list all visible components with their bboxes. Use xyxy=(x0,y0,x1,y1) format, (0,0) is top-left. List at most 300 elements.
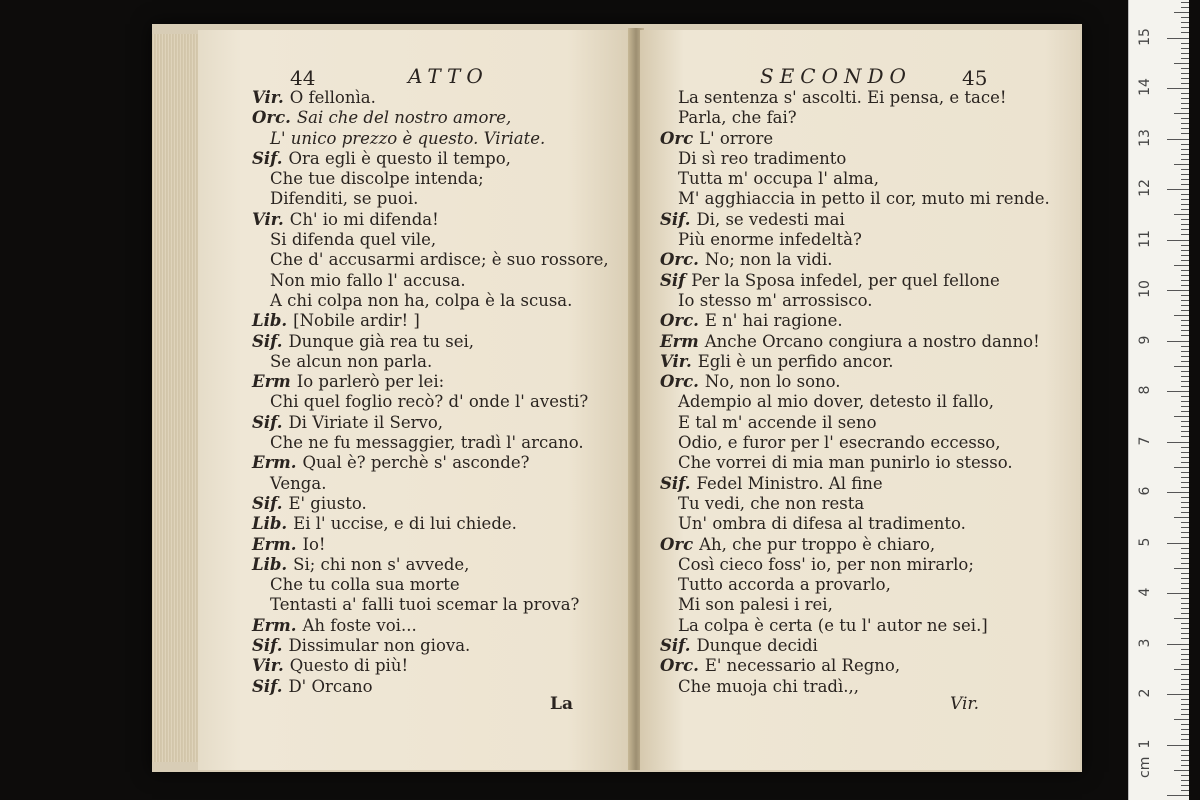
verse-text: La colpa è certa (e tu l' autor ne sei.] xyxy=(678,615,988,635)
ruler-tick xyxy=(1181,689,1189,690)
ruler-tick xyxy=(1174,669,1189,670)
verse-text: Che vorrei di mia man punirlo io stesso. xyxy=(678,453,1013,473)
ruler-tick xyxy=(1181,330,1189,331)
right-page-line xyxy=(660,656,1050,676)
ruler-tick xyxy=(1174,366,1189,367)
ruler-tick xyxy=(1181,608,1189,609)
ruler-tick xyxy=(1167,492,1189,493)
ruler-tick xyxy=(1181,234,1189,235)
verse-text: Si difenda quel vile, xyxy=(270,230,437,250)
ruler-tick xyxy=(1181,356,1189,357)
right-page-line xyxy=(660,535,1050,555)
ruler-tick xyxy=(1181,664,1189,665)
verse-text: Che ne fu messaggier, tradì l' arcano. xyxy=(270,433,584,453)
ruler-tick xyxy=(1167,341,1189,342)
ruler-tick xyxy=(1181,447,1189,448)
verse-text: Chi quel foglio recò? d' onde l' avesti? xyxy=(270,392,589,412)
ruler-tick xyxy=(1181,775,1189,776)
ruler-tick xyxy=(1181,558,1189,559)
verse-text: Sai che del nostro amore, xyxy=(296,108,512,128)
ruler-tick xyxy=(1181,537,1189,538)
ruler-tick xyxy=(1181,68,1189,69)
speaker-label: Sif. xyxy=(252,636,283,656)
speaker-label: Orc. xyxy=(660,656,699,676)
right-page-line xyxy=(660,555,1050,575)
verse-text: Dissimular non giova. xyxy=(288,636,471,656)
ruler-tick xyxy=(1181,2,1189,3)
right-page-line xyxy=(660,169,1050,189)
ruler-tick xyxy=(1181,421,1189,422)
verse-text: Che tu colla sua morte xyxy=(270,575,460,595)
ruler-number: 10 xyxy=(1137,280,1153,298)
ruler-number: 12 xyxy=(1137,179,1153,197)
ruler-tick xyxy=(1181,255,1189,256)
ruler-tick xyxy=(1181,93,1189,94)
verse-text: La sentenza s' ascolti. Ei pensa, e tace! xyxy=(678,88,1007,107)
speaker-label: Sif. xyxy=(660,636,691,656)
ruler-tick xyxy=(1181,729,1189,730)
verse-text: Ora egli è questo il tempo, xyxy=(288,148,511,168)
ruler-tick xyxy=(1181,149,1189,150)
verse-text: Più enorme infedeltà? xyxy=(678,230,862,250)
left-page-line xyxy=(252,291,609,311)
ruler-tick xyxy=(1181,497,1189,498)
verse-text: Io stesso m' arrossisco. xyxy=(678,290,873,310)
ruler-tick xyxy=(1181,386,1189,387)
right-page-line xyxy=(660,474,1050,494)
verse-text: No; non la vidi. xyxy=(704,250,833,270)
ruler-tick xyxy=(1181,623,1189,624)
ruler-tick xyxy=(1181,123,1189,124)
ruler-tick xyxy=(1181,613,1189,614)
ruler-tick xyxy=(1181,169,1189,170)
page-edges xyxy=(152,34,200,762)
ruler-tick xyxy=(1181,48,1189,49)
verse-text: O fellonìa. xyxy=(289,88,376,107)
ruler-tick xyxy=(1181,507,1189,508)
ruler-tick xyxy=(1181,78,1189,79)
ruler-tick xyxy=(1167,745,1189,746)
speaker-label: Vir. xyxy=(252,88,284,107)
left-page-line xyxy=(252,474,609,494)
ruler-tick xyxy=(1181,229,1189,230)
ruler-tick xyxy=(1174,12,1189,13)
left-page-line xyxy=(252,494,609,514)
verse-text: Dunque decidi xyxy=(696,636,818,656)
right-page-line xyxy=(660,352,1050,372)
ruler-tick xyxy=(1181,295,1189,296)
verse-text: Ah foste voi... xyxy=(302,615,417,635)
ruler-tick xyxy=(1181,144,1189,145)
left-page-line xyxy=(252,332,609,352)
left-page-line xyxy=(252,311,609,331)
right-page-line xyxy=(660,250,1050,270)
ruler-tick xyxy=(1181,335,1189,336)
ruler-tick xyxy=(1167,391,1189,392)
ruler-number: 14 xyxy=(1137,78,1153,96)
right-page-text xyxy=(660,88,1050,697)
ruler-tick xyxy=(1181,487,1189,488)
ruler-tick xyxy=(1181,548,1189,549)
ruler-number: 5 xyxy=(1137,537,1153,546)
scale-ruler xyxy=(1128,0,1189,800)
verse-text: Fedel Ministro. Al fine xyxy=(696,473,883,493)
ruler-tick xyxy=(1181,482,1189,483)
ruler-tick xyxy=(1181,194,1189,195)
ruler-tick xyxy=(1181,325,1189,326)
left-page-line xyxy=(252,555,609,575)
ruler-tick xyxy=(1167,442,1189,443)
ruler-tick xyxy=(1174,517,1189,518)
verse-text: Anche Orcano congiura a nostro danno! xyxy=(704,331,1040,351)
right-page xyxy=(640,30,1080,770)
verse-text: Venga. xyxy=(270,473,327,493)
left-page-line xyxy=(252,250,609,270)
right-page-line xyxy=(660,595,1050,615)
speaker-label: Sif. xyxy=(252,493,283,513)
speaker-label: Orc. xyxy=(660,250,699,270)
right-page-line xyxy=(660,453,1050,473)
verse-text: Di, se vedesti mai xyxy=(696,209,845,229)
ruler-tick xyxy=(1181,406,1189,407)
right-page-line xyxy=(660,129,1050,149)
left-page-line xyxy=(252,433,609,453)
speaker-label: Erm. xyxy=(252,453,297,473)
speaker-label: Erm xyxy=(660,331,699,351)
ruler-tick xyxy=(1174,568,1189,569)
ruler-tick xyxy=(1167,88,1189,89)
verse-text: Mi son palesi i rei, xyxy=(678,595,833,615)
left-page-line xyxy=(252,413,609,433)
ruler-tick xyxy=(1174,164,1189,165)
ruler-tick xyxy=(1167,543,1189,544)
ruler-tick xyxy=(1181,17,1189,18)
ruler-tick xyxy=(1181,53,1189,54)
ruler-tick xyxy=(1181,522,1189,523)
verse-text: Così cieco foss' io, per non mirarlo; xyxy=(678,554,974,574)
ruler-tick xyxy=(1181,83,1189,84)
verse-text: L' unico prezzo è questo. Viriate. xyxy=(270,128,546,148)
ruler-tick xyxy=(1181,633,1189,634)
verse-text: Tutto accorda a provarlo, xyxy=(678,575,891,595)
ruler-tick xyxy=(1181,300,1189,301)
speaker-label: Orc xyxy=(660,534,694,554)
right-catchword: Vir. xyxy=(950,694,980,714)
ruler-tick xyxy=(1181,371,1189,372)
left-page xyxy=(198,30,633,770)
right-page-line xyxy=(660,291,1050,311)
ruler-tick xyxy=(1181,472,1189,473)
left-page-line xyxy=(252,149,609,169)
ruler-tick xyxy=(1181,199,1189,200)
ruler-tick xyxy=(1181,43,1189,44)
ruler-number: 2 xyxy=(1137,688,1153,698)
speaker-label: Lib. xyxy=(252,514,288,534)
ruler-tick xyxy=(1167,644,1189,645)
verse-text: Odio, e furor per l' esecrando eccesso, xyxy=(678,433,1001,453)
ruler-tick xyxy=(1174,467,1189,468)
right-page-line xyxy=(660,575,1050,595)
ruler-tick xyxy=(1181,714,1189,715)
verse-text: Egli è un perfido ancor. xyxy=(697,351,894,371)
verse-text: L' orrore xyxy=(699,128,774,148)
ruler-number: 11 xyxy=(1137,229,1153,248)
verse-text: Ei l' uccise, e di lui chiede. xyxy=(293,514,517,534)
ruler-unit: cm xyxy=(1137,756,1153,778)
ruler-tick xyxy=(1181,573,1189,574)
ruler-tick xyxy=(1167,240,1189,241)
left-page-line xyxy=(252,656,609,676)
verse-text: Un' ombra di difesa al tradimento. xyxy=(678,514,966,534)
ruler-tick xyxy=(1181,512,1189,513)
verse-text: E n' hai ragione. xyxy=(704,311,843,331)
right-page-line xyxy=(660,332,1050,352)
ruler-tick xyxy=(1181,7,1189,8)
ruler-tick xyxy=(1181,396,1189,397)
ruler-number: 8 xyxy=(1137,385,1153,395)
ruler-tick xyxy=(1181,128,1189,129)
ruler-tick xyxy=(1181,785,1189,786)
ruler-tick xyxy=(1181,27,1189,28)
ruler-tick xyxy=(1181,699,1189,700)
verse-text: Che tue discolpe intenda; xyxy=(270,169,484,189)
ruler-tick xyxy=(1174,214,1189,215)
ruler-tick xyxy=(1181,351,1189,352)
verse-text: Se alcun non parla. xyxy=(270,351,433,371)
ruler-tick xyxy=(1181,436,1189,437)
ruler-tick xyxy=(1181,502,1189,503)
right-page-line xyxy=(660,392,1050,412)
verse-text: Dunque già rea tu sei, xyxy=(288,331,475,351)
left-page-line xyxy=(252,535,609,555)
verse-text: E' necessario al Regno, xyxy=(704,656,901,676)
right-page-line xyxy=(660,372,1050,392)
ruler-tick xyxy=(1181,628,1189,629)
ruler-tick xyxy=(1181,724,1189,725)
ruler-tick xyxy=(1181,588,1189,589)
ruler-tick xyxy=(1167,139,1189,140)
verse-text: Ch' io mi difenda! xyxy=(289,209,439,229)
ruler-tick xyxy=(1174,113,1189,114)
ruler-tick xyxy=(1181,760,1189,761)
ruler-tick xyxy=(1174,416,1189,417)
ruler-tick xyxy=(1181,32,1189,33)
left-page-line xyxy=(252,271,609,291)
left-page-line xyxy=(252,636,609,656)
right-page-line xyxy=(660,494,1050,514)
ruler-tick xyxy=(1181,361,1189,362)
right-page-line xyxy=(660,514,1050,534)
ruler-tick xyxy=(1181,457,1189,458)
ruler-tick xyxy=(1181,108,1189,109)
verse-text: Per la Sposa infedel, per quel fellone xyxy=(691,270,1000,290)
verse-text: Di Viriate il Servo, xyxy=(288,412,444,432)
ruler-tick xyxy=(1181,431,1189,432)
ruler-tick xyxy=(1181,250,1189,251)
speaker-label: Orc. xyxy=(660,372,699,392)
left-page-text xyxy=(252,88,609,697)
ruler-tick xyxy=(1181,179,1189,180)
ruler-tick xyxy=(1167,593,1189,594)
ruler-tick xyxy=(1181,532,1189,533)
left-page-line xyxy=(252,108,609,128)
speaker-label: Orc. xyxy=(660,311,699,331)
verse-text: Ah, che pur troppo è chiaro, xyxy=(699,534,936,554)
speaker-label: Orc xyxy=(660,128,694,148)
ruler-tick xyxy=(1181,750,1189,751)
ruler-number: 15 xyxy=(1137,27,1153,46)
speaker-label: Sif. xyxy=(252,676,283,696)
ruler-tick xyxy=(1181,118,1189,119)
ruler-tick xyxy=(1167,694,1189,695)
ruler-tick xyxy=(1181,790,1189,791)
ruler-tick xyxy=(1181,133,1189,134)
ruler-tick xyxy=(1181,674,1189,675)
ruler-tick xyxy=(1181,159,1189,160)
ruler-tick xyxy=(1181,426,1189,427)
verse-text: Di sì reo tradimento xyxy=(678,148,847,168)
ruler-tick xyxy=(1181,270,1189,271)
ruler-number: 7 xyxy=(1137,436,1153,445)
right-page-line xyxy=(660,230,1050,250)
ruler-tick xyxy=(1167,189,1189,190)
verse-text: Questo di più! xyxy=(289,656,409,676)
verse-text: Tutta m' occupa l' alma, xyxy=(678,169,879,189)
right-page-line xyxy=(660,413,1050,433)
ruler-tick xyxy=(1174,719,1189,720)
ruler-tick xyxy=(1181,638,1189,639)
ruler-tick xyxy=(1181,401,1189,402)
verse-text: E tal m' accende il seno xyxy=(678,412,877,432)
ruler-tick xyxy=(1181,73,1189,74)
verse-text: M' agghiaccia in petto il cor, muto mi rende. xyxy=(678,189,1050,209)
right-page-line xyxy=(660,271,1050,291)
ruler-tick xyxy=(1181,376,1189,377)
ruler-tick xyxy=(1181,209,1189,210)
ruler-number: 6 xyxy=(1137,486,1153,496)
left-page-line xyxy=(252,595,609,615)
ruler-tick xyxy=(1174,265,1189,266)
left-page-line xyxy=(252,575,609,595)
left-page-line xyxy=(252,169,609,189)
verse-text: Si; chi non s' avvede, xyxy=(293,554,470,574)
ruler-tick xyxy=(1181,563,1189,564)
verse-text: [Nobile ardir! ] xyxy=(293,311,420,331)
ruler-tick xyxy=(1167,795,1189,796)
ruler-tick xyxy=(1181,103,1189,104)
verse-text: Tentasti a' falli tuoi scemar la prova? xyxy=(270,595,580,615)
ruler-tick xyxy=(1181,477,1189,478)
speaker-label: Vir. xyxy=(252,656,284,676)
ruler-tick xyxy=(1181,704,1189,705)
ruler-tick xyxy=(1181,260,1189,261)
verse-text: D' Orcano xyxy=(288,676,373,696)
verse-text: Che d' accusarmi ardisce; è suo rossore, xyxy=(270,250,609,270)
speaker-label: Orc. xyxy=(252,108,291,128)
left-page-line xyxy=(252,352,609,372)
left-page-line xyxy=(252,616,609,636)
ruler-tick xyxy=(1181,305,1189,306)
ruler-tick xyxy=(1181,598,1189,599)
ruler-tick xyxy=(1174,63,1189,64)
verse-text: Non mio fallo l' accusa. xyxy=(270,270,466,290)
verse-text: E' giusto. xyxy=(288,493,367,513)
verse-text: Io parlerò per lei: xyxy=(296,372,445,392)
ruler-tick xyxy=(1181,98,1189,99)
left-running-header: ATTO xyxy=(408,64,489,88)
ruler-tick xyxy=(1181,320,1189,321)
ruler-tick xyxy=(1181,411,1189,412)
verse-text: Parla, che fai? xyxy=(678,108,797,128)
speaker-label: Sif. xyxy=(660,209,691,229)
ruler-tick xyxy=(1181,280,1189,281)
speaker-label: Lib. xyxy=(252,554,288,574)
ruler-tick xyxy=(1181,245,1189,246)
right-page-line xyxy=(660,636,1050,656)
left-page-line xyxy=(252,88,609,108)
right-page-line xyxy=(660,616,1050,636)
verse-text: Adempio al mio dover, detesto il fallo, xyxy=(678,392,994,412)
left-page-line xyxy=(252,514,609,534)
right-page-line xyxy=(660,677,1050,697)
ruler-tick xyxy=(1181,204,1189,205)
left-page-line xyxy=(252,210,609,230)
ruler-number: 9 xyxy=(1137,335,1153,344)
left-catchword: La xyxy=(550,694,573,714)
ruler-tick xyxy=(1167,38,1189,39)
verse-text: Qual è? perchè s' asconde? xyxy=(302,453,530,473)
ruler-tick xyxy=(1181,310,1189,311)
ruler-tick xyxy=(1181,765,1189,766)
ruler-number: 4 xyxy=(1137,587,1153,597)
ruler-tick xyxy=(1181,578,1189,579)
left-page-line xyxy=(252,129,609,149)
ruler-tick xyxy=(1181,381,1189,382)
right-page-number: 45 xyxy=(962,66,988,90)
right-page-line xyxy=(660,88,1050,108)
verse-text: Io! xyxy=(302,534,326,554)
left-page-line xyxy=(252,189,609,209)
ruler-number: 1 xyxy=(1137,739,1153,748)
ruler-tick xyxy=(1181,154,1189,155)
ruler-tick xyxy=(1174,770,1189,771)
ruler-tick xyxy=(1181,679,1189,680)
ruler-tick xyxy=(1181,219,1189,220)
ruler-number: 3 xyxy=(1137,638,1153,647)
verse-text: Tu vedi, che non resta xyxy=(678,493,865,513)
ruler-tick xyxy=(1174,315,1189,316)
ruler-tick xyxy=(1181,275,1189,276)
verse-text: No, non lo sono. xyxy=(704,372,841,392)
right-page-line xyxy=(660,210,1050,230)
left-page-line xyxy=(252,372,609,392)
speaker-label: Sif. xyxy=(252,412,283,432)
speaker-label: Lib. xyxy=(252,311,288,331)
speaker-label: Vir. xyxy=(252,209,284,229)
ruler-tick xyxy=(1181,58,1189,59)
left-page-line xyxy=(252,453,609,473)
ruler-tick xyxy=(1167,290,1189,291)
ruler-tick xyxy=(1181,224,1189,225)
verse-text: Difenditi, se puoi. xyxy=(270,189,419,209)
ruler-tick xyxy=(1181,527,1189,528)
speaker-label: Erm. xyxy=(252,534,297,554)
verse-text: A chi colpa non ha, colpa è la scusa. xyxy=(270,290,573,310)
speaker-label: Vir. xyxy=(660,351,692,371)
right-page-line xyxy=(660,149,1050,169)
ruler-tick xyxy=(1181,583,1189,584)
speaker-label: Sif xyxy=(660,270,686,290)
